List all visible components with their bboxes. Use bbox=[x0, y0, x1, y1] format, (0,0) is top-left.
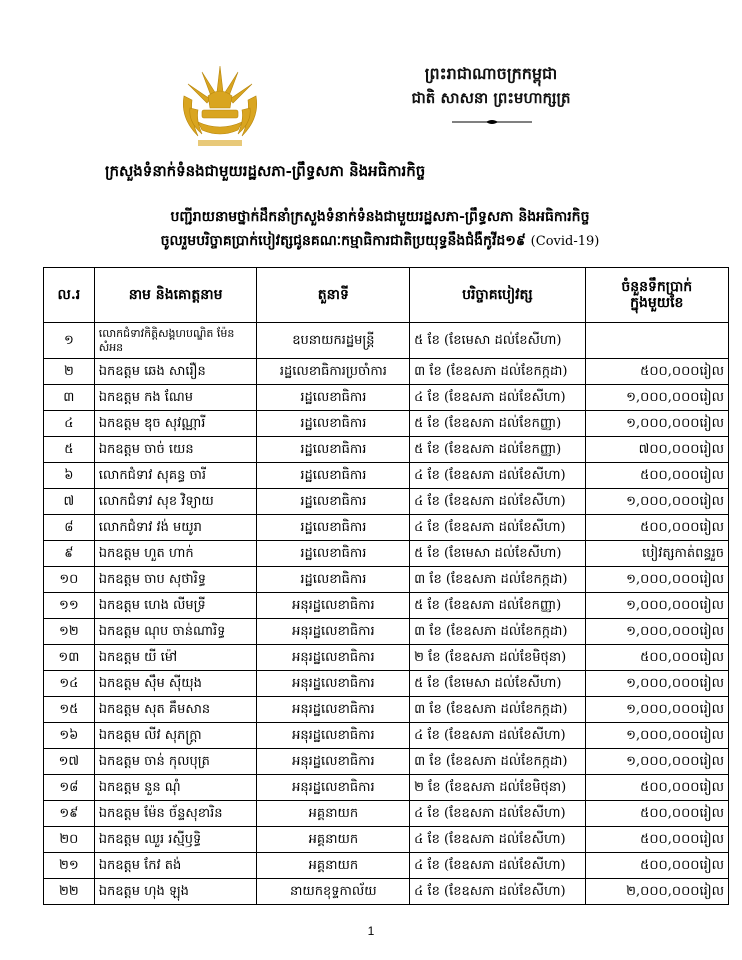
cell-name: លោកជំទាវកិត្តិសង្គហបណ្ឌិត ម៉ែន សំអន bbox=[94, 323, 257, 359]
table-row bbox=[44, 567, 729, 593]
header-amount-line1: ចំនួនទឹកប្រាក់ bbox=[621, 279, 693, 295]
cell-no: ១០ bbox=[44, 567, 95, 593]
title-line-2-text: ចូលរួមបរិច្ចាគប្រាក់បៀវត្សជូនគណៈកម្មាធិការជាតិប្រយុទ្ធនឹងជំងឺកូវីដ១៩ bbox=[160, 233, 526, 249]
cell-position: អគ្គនាយក bbox=[257, 801, 410, 827]
table-row bbox=[44, 463, 729, 489]
cell-amount: ៥០០,០០០រៀល bbox=[585, 827, 728, 853]
cell-duration: ៣ ខែ (ខែឧសភា ដល់ខែកក្កដា) bbox=[410, 567, 585, 593]
cell-duration: ៤ ខែ (ខែឧសភា ដល់ខែសីហា) bbox=[410, 801, 585, 827]
cell-no: ១២ bbox=[44, 619, 95, 645]
table-row bbox=[44, 671, 729, 697]
cell-no: ២១ bbox=[44, 853, 95, 879]
cell-amount: បៀវត្សកាត់ពន្ធរួច bbox=[585, 541, 728, 567]
cell-no: ២០ bbox=[44, 827, 95, 853]
kingdom-heading bbox=[386, 62, 596, 110]
cell-name: ឯកឧត្តម ហួត ហាក់ bbox=[94, 541, 257, 567]
cell-amount: ១,០០០,០០០រៀល bbox=[585, 671, 728, 697]
cell-duration: ២ ខែ (ខែឧសភា ដល់ខែមិថុនា) bbox=[410, 775, 585, 801]
cell-no: ១៧ bbox=[44, 749, 95, 775]
cell-no: ១៨ bbox=[44, 775, 95, 801]
cell-duration: ៤ ខែ (ខែឧសភា ដល់ខែសីហា) bbox=[410, 853, 585, 879]
cell-no: ៥ bbox=[44, 437, 95, 463]
cell-duration: ៤ ខែ (ខែឧសភា ដល់ខែសីហា) bbox=[410, 827, 585, 853]
table-row bbox=[44, 697, 729, 723]
header-amount bbox=[585, 268, 728, 323]
cell-name: ឯកឧត្តម កែវ តង់ bbox=[94, 853, 257, 879]
cell-no: ៤ bbox=[44, 411, 95, 437]
cell-name: ឯកឧត្តម លីវ សុភក្ត្រា bbox=[94, 723, 257, 749]
cell-name: ឯកឧត្តម ឌុច សុវណ្ណារី bbox=[94, 411, 257, 437]
table-row bbox=[44, 359, 729, 385]
cell-position: នាយកខុទ្ទកាល័យ bbox=[257, 879, 410, 905]
cell-amount: ១,០០០,០០០រៀល bbox=[585, 567, 728, 593]
header-name: នាម និងគោត្តនាម bbox=[94, 268, 257, 323]
cell-amount: ១,០០០,០០០រៀល bbox=[585, 697, 728, 723]
table-row bbox=[44, 619, 729, 645]
cell-name: ឯកឧត្តម កង ណែម bbox=[94, 385, 257, 411]
cell-no: ៨ bbox=[44, 515, 95, 541]
cell-name: ឯកឧត្តម ឆេង សារឿន bbox=[94, 359, 257, 385]
table-row bbox=[44, 853, 729, 879]
header-amount-line2: ក្នុងមួយខែ bbox=[630, 295, 684, 311]
cell-duration: ៤ ខែ (ខែឧសភា ដល់ខែសីហា) bbox=[410, 879, 585, 905]
cell-name: លោកជំទាវ សុខ វិទ្យាយ bbox=[94, 489, 257, 515]
cell-name: ឯកឧត្តម ហេង លីមទ្រី bbox=[94, 593, 257, 619]
cell-position: អគ្គនាយក bbox=[257, 827, 410, 853]
header-no: ល.រ bbox=[44, 268, 95, 323]
cell-amount: ៥០០,០០០រៀល bbox=[585, 775, 728, 801]
cell-no: ២ bbox=[44, 359, 95, 385]
cell-amount: ៥០០,០០០រៀល bbox=[585, 515, 728, 541]
title-line-2 bbox=[80, 229, 680, 254]
cell-amount bbox=[585, 323, 728, 359]
table-row bbox=[44, 437, 729, 463]
cell-no: ១៣ bbox=[44, 645, 95, 671]
cell-name: ឯកឧត្តម ស៊ឹម ស៊ីយុង bbox=[94, 671, 257, 697]
donation-table bbox=[43, 267, 729, 905]
cell-name: លោកជំទាវ សុគន្ធ ចារី bbox=[94, 463, 257, 489]
table-row bbox=[44, 411, 729, 437]
cell-amount: ៥០០,០០០រៀល bbox=[585, 853, 728, 879]
cell-duration: ៣ ខែ (ខែឧសភា ដល់ខែកក្កដា) bbox=[410, 619, 585, 645]
kingdom-line: ព្រះរាជាណាចក្រកម្ពុជា bbox=[424, 64, 558, 83]
table-row bbox=[44, 323, 729, 359]
table-header-row bbox=[44, 268, 729, 323]
cell-name: ឯកឧត្តម សុត គឹមសាន bbox=[94, 697, 257, 723]
table-row bbox=[44, 879, 729, 905]
cell-name: លោកជំទាវ វង់ មយូរា bbox=[94, 515, 257, 541]
header-position: តួនាទី bbox=[257, 268, 410, 323]
table-body bbox=[44, 323, 729, 905]
cell-no: ១៥ bbox=[44, 697, 95, 723]
page-number: 1 bbox=[367, 924, 375, 938]
title-line-1: បញ្ជីរាយនាមថ្នាក់ដឹកនាំក្រសួងទំនាក់ទំនងជាមួយរដ្ឋសភា-ព្រឹទ្ធសភា និងអធិការកិច្ច bbox=[170, 209, 590, 225]
cell-position: រដ្ឋលេខាធិការ bbox=[257, 567, 410, 593]
header-duration: បរិច្ចាគបៀវត្ស bbox=[410, 268, 585, 323]
cell-position: រដ្ឋលេខាធិការ bbox=[257, 437, 410, 463]
cell-no: ៣ bbox=[44, 385, 95, 411]
cell-duration: ៣ ខែ (ខែឧសភា ដល់ខែកក្កដា) bbox=[410, 749, 585, 775]
cell-duration: ៥ ខែ (ខែឧសភា ដល់ខែកញ្ញា) bbox=[410, 437, 585, 463]
cell-amount: ៥០០,០០០រៀល bbox=[585, 801, 728, 827]
cell-position: អនុរដ្ឋលេខាធិការ bbox=[257, 619, 410, 645]
cell-duration: ៤ ខែ (ខែឧសភា ដល់ខែសីហា) bbox=[410, 489, 585, 515]
ornament-divider-icon bbox=[450, 118, 534, 126]
cell-position: អនុរដ្ឋលេខាធិការ bbox=[257, 593, 410, 619]
cell-position: រដ្ឋលេខាធិការ bbox=[257, 541, 410, 567]
table-row bbox=[44, 775, 729, 801]
cell-amount: ១,០០០,០០០រៀល bbox=[585, 411, 728, 437]
cell-duration: ៣ ខែ (ខែឧសភា ដល់ខែកក្កដា) bbox=[410, 697, 585, 723]
cell-name: ឯកឧត្តម ណុប ចាន់ណារិទ្ធ bbox=[94, 619, 257, 645]
cell-amount: ៧០០,០០០រៀល bbox=[585, 437, 728, 463]
table-row bbox=[44, 489, 729, 515]
table-row bbox=[44, 645, 729, 671]
cell-position: រដ្ឋលេខាធិការ bbox=[257, 411, 410, 437]
cell-position: អនុរដ្ឋលេខាធិការ bbox=[257, 645, 410, 671]
table-row bbox=[44, 593, 729, 619]
title-covid-label: (Covid-19) bbox=[530, 234, 600, 249]
cell-name: ឯកឧត្តម ម៉ែន ច័ន្ទសុខារិន bbox=[94, 801, 257, 827]
cell-amount: ១,០០០,០០០រៀល bbox=[585, 723, 728, 749]
cell-position: រដ្ឋលេខាធិការ bbox=[257, 385, 410, 411]
cell-amount: ១,០០០,០០០រៀល bbox=[585, 385, 728, 411]
cell-duration: ៥ ខែ (ខែមេសា ដល់ខែសីហា) bbox=[410, 323, 585, 359]
table-row bbox=[44, 827, 729, 853]
cell-name: ឯកឧត្តម យី ម៉ៅ bbox=[94, 645, 257, 671]
table-row bbox=[44, 801, 729, 827]
document-title bbox=[80, 205, 680, 254]
cell-position: អនុរដ្ឋលេខាធិការ bbox=[257, 775, 410, 801]
cell-no: ២២ bbox=[44, 879, 95, 905]
cell-duration: ៣ ខែ (ខែឧសភា ដល់ខែកក្កដា) bbox=[410, 359, 585, 385]
cell-amount: ១,០០០,០០០រៀល bbox=[585, 489, 728, 515]
cell-name: ឯកឧត្តម ចាន់ កុលបុត្រ bbox=[94, 749, 257, 775]
cell-position: អនុរដ្ឋលេខាធិការ bbox=[257, 723, 410, 749]
cell-duration: ៤ ខែ (ខែឧសភា ដល់ខែសីហា) bbox=[410, 723, 585, 749]
cell-duration: ៤ ខែ (ខែឧសភា ដល់ខែសីហា) bbox=[410, 385, 585, 411]
ministry-name: ក្រសួងទំនាក់ទំនងជាមួយរដ្ឋសភា-ព្រឹទ្ធសភា និងអធិការកិច្ច bbox=[105, 162, 426, 180]
cell-no: ៧ bbox=[44, 489, 95, 515]
cell-no: ១១ bbox=[44, 593, 95, 619]
cell-position: អនុរដ្ឋលេខាធិការ bbox=[257, 749, 410, 775]
cell-amount: ៥០០,០០០រៀល bbox=[585, 463, 728, 489]
table-row bbox=[44, 515, 729, 541]
motto-line: ជាតិ សាសនា ព្រះមហាក្សត្រ bbox=[411, 89, 571, 107]
cell-amount: ១,០០០,០០០រៀល bbox=[585, 593, 728, 619]
cell-duration: ៥ ខែ (ខែឧសភា ដល់ខែកញ្ញា) bbox=[410, 593, 585, 619]
table-row bbox=[44, 749, 729, 775]
cell-duration: ២ ខែ (ខែឧសភា ដល់ខែមិថុនា) bbox=[410, 645, 585, 671]
cell-duration: ៥ ខែ (ខែឧសភា ដល់ខែកញ្ញា) bbox=[410, 411, 585, 437]
table-row bbox=[44, 541, 729, 567]
cell-duration: ៥ ខែ (ខែមេសា ដល់ខែសីហា) bbox=[410, 541, 585, 567]
cell-no: ៩ bbox=[44, 541, 95, 567]
cell-amount: ១,០០០,០០០រៀល bbox=[585, 619, 728, 645]
cell-no: ១ bbox=[44, 323, 95, 359]
cell-name: ឯកឧត្តម ចាប សុថារិទ្ធ bbox=[94, 567, 257, 593]
cell-no: ១៤ bbox=[44, 671, 95, 697]
cell-no: ១៦ bbox=[44, 723, 95, 749]
cell-no: ១៩ bbox=[44, 801, 95, 827]
cell-position: អគ្គនាយក bbox=[257, 853, 410, 879]
cell-name: ឯកឧត្តម នួន ណុំ bbox=[94, 775, 257, 801]
ministry-emblem-icon bbox=[168, 52, 272, 156]
cell-position: អនុរដ្ឋលេខាធិការ bbox=[257, 697, 410, 723]
cell-amount: ៥០០,០០០រៀល bbox=[585, 359, 728, 385]
cell-position: រដ្ឋលេខាធិការ bbox=[257, 489, 410, 515]
table-row bbox=[44, 723, 729, 749]
cell-position: អនុរដ្ឋលេខាធិការ bbox=[257, 671, 410, 697]
cell-duration: ៤ ខែ (ខែឧសភា ដល់ខែសីហា) bbox=[410, 463, 585, 489]
cell-no: ៦ bbox=[44, 463, 95, 489]
cell-amount: ២,០០០,០០០រៀល bbox=[585, 879, 728, 905]
cell-position: រដ្ឋលេខាធិការប្រចាំការ bbox=[257, 359, 410, 385]
cell-name: ឯកឧត្តម ហុង ឡុង bbox=[94, 879, 257, 905]
cell-amount: ៥០០,០០០រៀល bbox=[585, 645, 728, 671]
cell-name: ឯកឧត្តម ចាច់ យេន bbox=[94, 437, 257, 463]
cell-duration: ៤ ខែ (ខែឧសភា ដល់ខែសីហា) bbox=[410, 515, 585, 541]
cell-position: ឧបនាយករដ្ឋមន្ត្រី bbox=[257, 323, 410, 359]
cell-position: រដ្ឋលេខាធិការ bbox=[257, 463, 410, 489]
table-row bbox=[44, 385, 729, 411]
cell-duration: ៥ ខែ (ខែមេសា ដល់ខែសីហា) bbox=[410, 671, 585, 697]
cell-amount: ១,០០០,០០០រៀល bbox=[585, 749, 728, 775]
cell-position: រដ្ឋលេខាធិការ bbox=[257, 515, 410, 541]
cell-name: ឯកឧត្តម ឈួរ រស្មីឫទ្ធិ bbox=[94, 827, 257, 853]
